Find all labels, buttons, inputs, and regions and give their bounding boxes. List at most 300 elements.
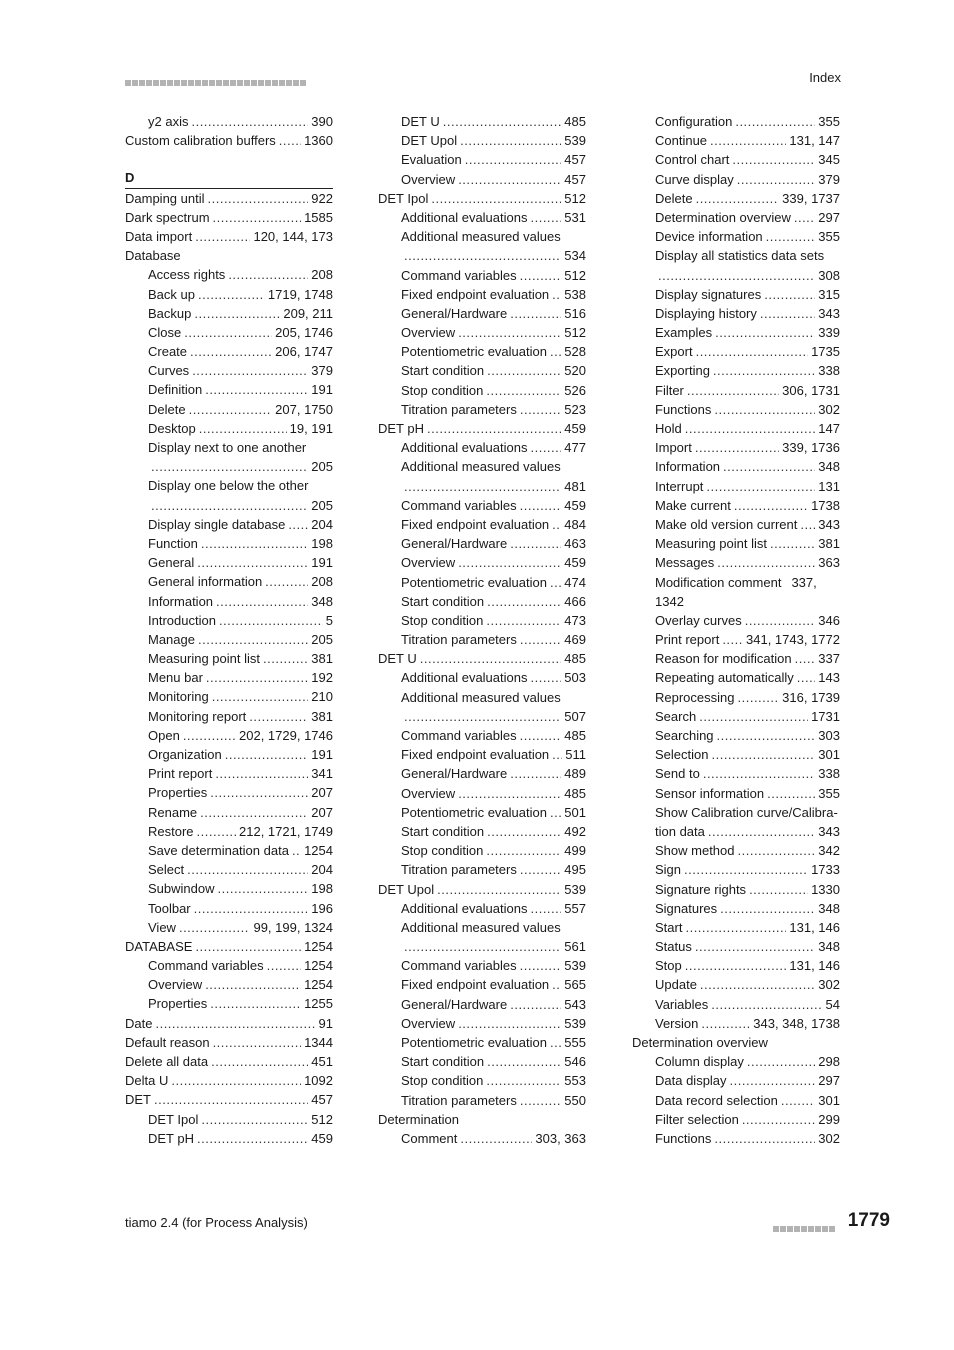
entry-pages: 191: [311, 747, 333, 762]
entry-pages: 390: [311, 114, 333, 129]
entry-term: Measuring point list: [148, 651, 260, 667]
entry-term: Control chart: [655, 152, 730, 168]
entry-term: General information: [148, 574, 263, 590]
index-subentry: [125, 726, 333, 745]
index-subentry: [632, 342, 840, 361]
entry-term: Data display: [655, 1073, 727, 1089]
entry-term: Create: [148, 344, 188, 360]
index-subentry: [125, 1110, 333, 1129]
entry-term: Titration parameters: [401, 401, 517, 417]
dot-leader: [216, 592, 308, 611]
dot-leader: [510, 995, 561, 1014]
index-subentry: [632, 745, 840, 764]
entry-term: Show Calibration curve/Calibra-: [655, 804, 838, 820]
entry-term: Modification comment: [655, 574, 782, 590]
entry-term: Continue: [655, 133, 708, 149]
entry-term: Monitoring: [148, 689, 209, 705]
index-subentry: [125, 553, 333, 572]
dot-leader: [734, 496, 808, 515]
entry-pages: 338: [818, 363, 840, 379]
entry-term: Evaluation: [401, 152, 462, 168]
index-subentry: [125, 400, 333, 419]
index-entry: [378, 649, 586, 668]
index-subentry: [378, 1071, 586, 1090]
entry-pages: 477: [564, 440, 586, 456]
dot-leader: [171, 1071, 301, 1090]
entry-pages: 501: [564, 804, 586, 820]
entry-term: Show method: [655, 843, 735, 859]
decoration-square: [787, 1226, 793, 1232]
entry-term: Potentiometric evaluation: [401, 1035, 547, 1050]
entry-pages: 346: [818, 612, 840, 628]
entry-pages: 315: [818, 286, 840, 302]
dot-leader: [685, 956, 787, 975]
entry-term: Overview: [401, 785, 456, 801]
entry-pages: 516: [564, 305, 586, 321]
index-subentry: [125, 112, 333, 131]
decoration-square: [829, 1226, 835, 1232]
entry-pages: 355: [818, 229, 840, 245]
dot-leader: [200, 803, 308, 822]
dot-leader: [764, 285, 815, 304]
index-subentry: [632, 688, 840, 707]
entry-pages: 1585: [304, 209, 333, 225]
index-entry: [378, 189, 586, 208]
dot-leader: [205, 380, 308, 399]
decoration-square: [794, 1226, 800, 1232]
decoration-square: [174, 80, 180, 86]
dot-leader: [458, 323, 561, 342]
decoration-square: [258, 80, 264, 86]
entry-pages: 481: [564, 478, 586, 494]
index-subentry: [378, 1033, 586, 1052]
index-subentry: [125, 380, 333, 399]
index-subentry: [632, 822, 840, 841]
entry-term: Configuration: [655, 114, 733, 129]
index-subentry: [378, 630, 586, 649]
entry-term: General/Hardware: [401, 996, 508, 1012]
index-subentry: [378, 131, 586, 150]
entry-pages: 381: [311, 651, 333, 667]
decoration-square: [780, 1226, 786, 1232]
dot-leader: [263, 649, 308, 668]
entry-pages: 297: [818, 1073, 840, 1089]
dot-leader: [197, 1129, 308, 1148]
index-column-1: [125, 112, 333, 1148]
entry-term: Start condition: [401, 823, 485, 839]
decoration-square: [139, 80, 145, 86]
dot-leader: [550, 342, 561, 361]
entry-pages: 131, 146: [789, 958, 840, 974]
index-subentry: [632, 630, 840, 649]
entry-pages: 210: [311, 689, 333, 705]
dot-leader: [695, 438, 779, 457]
dot-leader: [460, 131, 561, 150]
index-subentry: [378, 304, 586, 323]
decoration-square: [216, 80, 222, 86]
entry-pages: 473: [564, 612, 586, 628]
entry-pages: 204: [311, 516, 333, 532]
entry-term: Delete all data: [125, 1054, 209, 1069]
entry-term: Additional evaluations: [401, 900, 528, 916]
index-subentry: [378, 1129, 586, 1148]
entry-pages: 91: [318, 1015, 333, 1031]
entry-pages: 120, 144, 173: [253, 228, 333, 244]
entry-pages: 339, 1736: [782, 440, 840, 456]
entry-pages: 1254: [304, 977, 333, 993]
entry-term: Determination: [378, 1111, 459, 1127]
index-subentry: [632, 131, 840, 150]
entry-term: Close: [148, 324, 182, 340]
dot-leader: [696, 342, 809, 361]
entry-pages: 131, 147: [789, 133, 840, 149]
index-subentry: [125, 572, 333, 591]
index-subentry: [632, 189, 840, 208]
entry-pages: 379: [311, 363, 333, 379]
index-subentry: [632, 937, 840, 956]
entry-pages: 546: [564, 1054, 586, 1070]
entry-term: Reprocessing: [655, 689, 735, 705]
entry-pages: 208: [311, 267, 333, 283]
entry-term: Start: [655, 919, 683, 935]
entry-term: Toolbar: [148, 900, 191, 916]
index-subentry: [378, 764, 586, 783]
index-subentry: [632, 1071, 840, 1090]
entry-term: Command variables: [401, 497, 517, 513]
entry-pages: 1731: [811, 708, 840, 724]
dot-leader: [550, 803, 561, 822]
decoration-square: [188, 80, 194, 86]
index-subentry: [378, 1014, 586, 1033]
dot-leader: [738, 841, 816, 860]
entry-pages: 306, 1731: [782, 382, 840, 398]
index-column-2: [378, 112, 586, 1148]
index-subentry: [632, 227, 840, 246]
dot-leader: [714, 1129, 815, 1148]
index-subentry: [125, 841, 333, 860]
dot-leader: [486, 841, 561, 860]
dot-leader: [710, 131, 786, 150]
dot-leader: [184, 323, 272, 342]
entry-term: Potentiometric evaluation: [401, 804, 547, 820]
entry-term: Filter selection: [655, 1111, 739, 1127]
index-subentry: [632, 726, 840, 745]
index-subentry: [632, 1014, 840, 1033]
dot-leader: [720, 899, 815, 918]
entry-term: Display next to one another: [148, 440, 307, 455]
entry-term: Curves: [148, 363, 190, 379]
entry-term: Display all statistics data sets: [655, 248, 825, 264]
dot-leader: [722, 630, 743, 649]
dot-leader: [520, 496, 562, 515]
dot-leader: [738, 688, 780, 707]
index-subentry: [125, 1129, 333, 1148]
decoration-square: [223, 80, 229, 86]
entry-term: Search: [655, 708, 697, 724]
entry-term: Overlay curves: [655, 612, 742, 628]
decoration-square: [125, 80, 131, 86]
dot-leader: [723, 457, 815, 476]
entry-pages: 209, 211: [283, 305, 333, 321]
index-subentry: [378, 515, 586, 534]
index-subentry: [632, 803, 840, 822]
index-subentry: [378, 381, 586, 400]
entry-pages: 489: [564, 766, 586, 782]
dot-leader: [458, 170, 561, 189]
index-subentry: [125, 361, 333, 380]
entry-term: Organization: [148, 747, 222, 762]
entry-pages: 191: [311, 555, 333, 571]
index-subentry: [632, 1091, 840, 1110]
decoration-square: [195, 80, 201, 86]
entry-pages: 492: [564, 823, 586, 839]
decoration-square: [160, 80, 166, 86]
page-number: 1779: [847, 1210, 890, 1231]
decoration-square: [202, 80, 208, 86]
entry-term: Sensor information: [655, 785, 765, 801]
entry-pages: 147: [818, 421, 840, 436]
dot-leader: [701, 1014, 750, 1033]
dot-leader: [213, 1033, 302, 1052]
entry-pages: 512: [311, 1111, 333, 1127]
dot-leader: [404, 246, 561, 265]
dot-leader: [699, 707, 808, 726]
entry-term: DATABASE: [125, 938, 193, 954]
entry-term: Open: [148, 727, 180, 743]
dot-leader: [695, 937, 815, 956]
entry-pages: 1738: [811, 497, 840, 513]
index-subentry: [632, 323, 840, 342]
dot-leader: [552, 285, 561, 304]
entry-pages: 1719, 1748: [267, 286, 333, 302]
entry-term: Make current: [655, 497, 731, 513]
dot-leader: [219, 611, 323, 630]
entry-pages: 1735: [811, 344, 840, 360]
dot-leader: [179, 918, 251, 937]
dot-leader: [715, 323, 815, 342]
entry-term: Database: [125, 248, 181, 264]
dot-leader: [552, 745, 562, 764]
entry-term: Overview: [148, 977, 203, 993]
dot-leader: [279, 131, 301, 150]
index-subentry: [378, 899, 586, 918]
index-subentry: [632, 438, 840, 457]
entry-pages: 99, 199, 1324: [253, 919, 333, 935]
index-subentry: [632, 381, 840, 400]
index-subentry: [125, 265, 333, 284]
entry-pages: 503: [564, 670, 586, 686]
entry-pages: 507: [564, 708, 586, 724]
entry-term: Command variables: [401, 728, 517, 743]
index-entry: [125, 1033, 333, 1052]
dot-leader: [770, 534, 815, 553]
entry-term: Import: [655, 440, 692, 456]
entry-term: Potentiometric evaluation: [401, 344, 547, 360]
dot-leader: [749, 880, 808, 899]
index-subentry: [125, 994, 333, 1013]
dot-leader: [458, 784, 561, 803]
index-entry: [125, 189, 333, 208]
decoration-square: [808, 1226, 814, 1232]
entry-term: Stop condition: [401, 1073, 484, 1089]
index-subentry: [632, 496, 840, 515]
dot-leader: [206, 668, 308, 687]
index-subentry: [378, 112, 586, 131]
index-subentry: [632, 150, 840, 169]
dot-leader: [183, 726, 236, 745]
index-subentry: [125, 323, 333, 342]
index-subentry: [378, 956, 586, 975]
dot-leader: [550, 573, 561, 592]
decoration-square: [251, 80, 257, 86]
entry-pages: 348: [311, 593, 333, 609]
entry-term: Signature rights: [655, 881, 747, 897]
entry-term: Information: [655, 459, 721, 475]
index-subentry: [632, 208, 840, 227]
entry-term: Data record selection: [655, 1092, 778, 1108]
dot-leader: [714, 400, 815, 419]
entry-term: Device information: [655, 229, 763, 245]
index-subentry: [125, 611, 333, 630]
entry-term: Send to: [655, 766, 700, 782]
entry-term: Fixed endpoint evaluation: [401, 747, 550, 763]
entry-pages: 205: [311, 631, 333, 647]
dot-leader: [711, 745, 815, 764]
entry-term: 1342: [655, 593, 684, 609]
decoration-square: [244, 80, 250, 86]
index-subentry: [125, 918, 333, 937]
index-spacer: [125, 150, 333, 168]
entry-pages: 205, 1746: [275, 324, 333, 340]
index-subentry: [378, 553, 586, 572]
entry-pages: 302: [818, 977, 840, 993]
index-subentry: [632, 266, 840, 285]
decoration-square: [167, 80, 173, 86]
index-subentry: [378, 496, 586, 515]
entry-pages: 1254: [304, 958, 333, 974]
index-subentry: [378, 573, 586, 592]
dot-leader: [530, 208, 561, 227]
entry-term: Stop condition: [401, 843, 484, 859]
entry-term: Custom calibration buffers: [125, 133, 276, 149]
index-subentry: [632, 860, 840, 879]
entry-term: Titration parameters: [401, 1092, 517, 1108]
dot-leader: [443, 112, 562, 131]
dot-leader: [552, 515, 561, 534]
entry-pages: 204: [311, 862, 333, 878]
dot-leader: [510, 304, 561, 323]
dot-leader: [215, 764, 308, 783]
entry-term: Restore: [148, 823, 194, 839]
index-subentry: [632, 477, 840, 496]
entry-term: Stop: [655, 958, 682, 974]
entry-term: Start condition: [401, 363, 485, 379]
dot-leader: [201, 534, 308, 553]
index-subentry: [378, 208, 586, 227]
entry-pages: 512: [564, 267, 586, 283]
entry-term: tion data: [655, 823, 705, 839]
dot-leader: [195, 227, 250, 246]
footer-product: tiamo 2.4 (for Process Analysis): [125, 1215, 308, 1230]
entry-term: Delete: [655, 190, 693, 206]
index-subentry: [378, 150, 586, 169]
entry-pages: 523: [564, 401, 586, 417]
index-subentry: [378, 361, 586, 380]
dot-leader: [685, 419, 816, 438]
dot-leader: [465, 150, 562, 169]
dot-leader: [210, 783, 308, 802]
entry-pages: 342: [818, 843, 840, 859]
entry-pages: 484: [564, 516, 586, 532]
decoration-square: [300, 80, 306, 86]
dot-leader: [437, 880, 561, 899]
dot-leader: [696, 189, 780, 208]
dot-leader: [404, 477, 561, 496]
entry-pages: 343: [818, 305, 840, 321]
dot-leader: [486, 381, 561, 400]
dot-leader: [210, 994, 301, 1013]
entry-term: Information: [148, 593, 214, 609]
index-subentry: [378, 726, 586, 745]
dot-leader: [703, 764, 815, 783]
dot-leader: [195, 937, 301, 956]
index-subentry: [632, 841, 840, 860]
entry-pages: 485: [564, 114, 586, 129]
dot-leader: [201, 1110, 308, 1129]
entry-pages: 457: [564, 152, 586, 168]
entry-pages: 512: [564, 325, 586, 341]
entry-pages: 198: [311, 535, 333, 551]
dot-leader: [427, 419, 561, 438]
entry-pages: 512: [564, 190, 586, 206]
dot-leader: [189, 400, 273, 419]
entry-pages: 459: [564, 421, 586, 436]
index-subentry: [125, 783, 333, 802]
entry-term: Definition: [148, 382, 203, 398]
entry-term: Curve display: [655, 171, 734, 187]
decoration-square: [293, 80, 299, 86]
dot-leader: [742, 1110, 815, 1129]
index-entry: [378, 419, 586, 438]
entry-term: Menu bar: [148, 670, 203, 686]
entry-term: Display signatures: [655, 286, 762, 302]
entry-term: View: [148, 919, 176, 935]
index-entry: [378, 1110, 586, 1129]
entry-term: Command variables: [401, 958, 517, 974]
entry-term: Data import: [125, 228, 193, 244]
dot-leader: [708, 822, 815, 841]
dot-leader: [706, 477, 815, 496]
entry-pages: 205: [311, 459, 333, 475]
entry-term: Select: [148, 862, 185, 878]
dot-leader: [225, 745, 309, 764]
entry-pages: 207, 1750: [275, 401, 333, 417]
entry-term: Access rights: [148, 267, 226, 283]
index-subentry: [125, 879, 333, 898]
entry-term: DET pH: [148, 1130, 194, 1146]
entry-term: Messages: [655, 555, 715, 571]
entry-pages: 341: [311, 766, 333, 782]
entry-term: Export: [655, 344, 693, 360]
dot-leader: [745, 611, 816, 630]
entry-term: Dark spectrum: [125, 209, 210, 225]
dot-leader: [265, 572, 308, 591]
index-subentry: [125, 342, 333, 361]
dot-leader: [794, 208, 815, 227]
index-subentry: [378, 707, 586, 726]
entry-pages: 131, 146: [789, 919, 840, 935]
index-subentry: [378, 457, 586, 476]
